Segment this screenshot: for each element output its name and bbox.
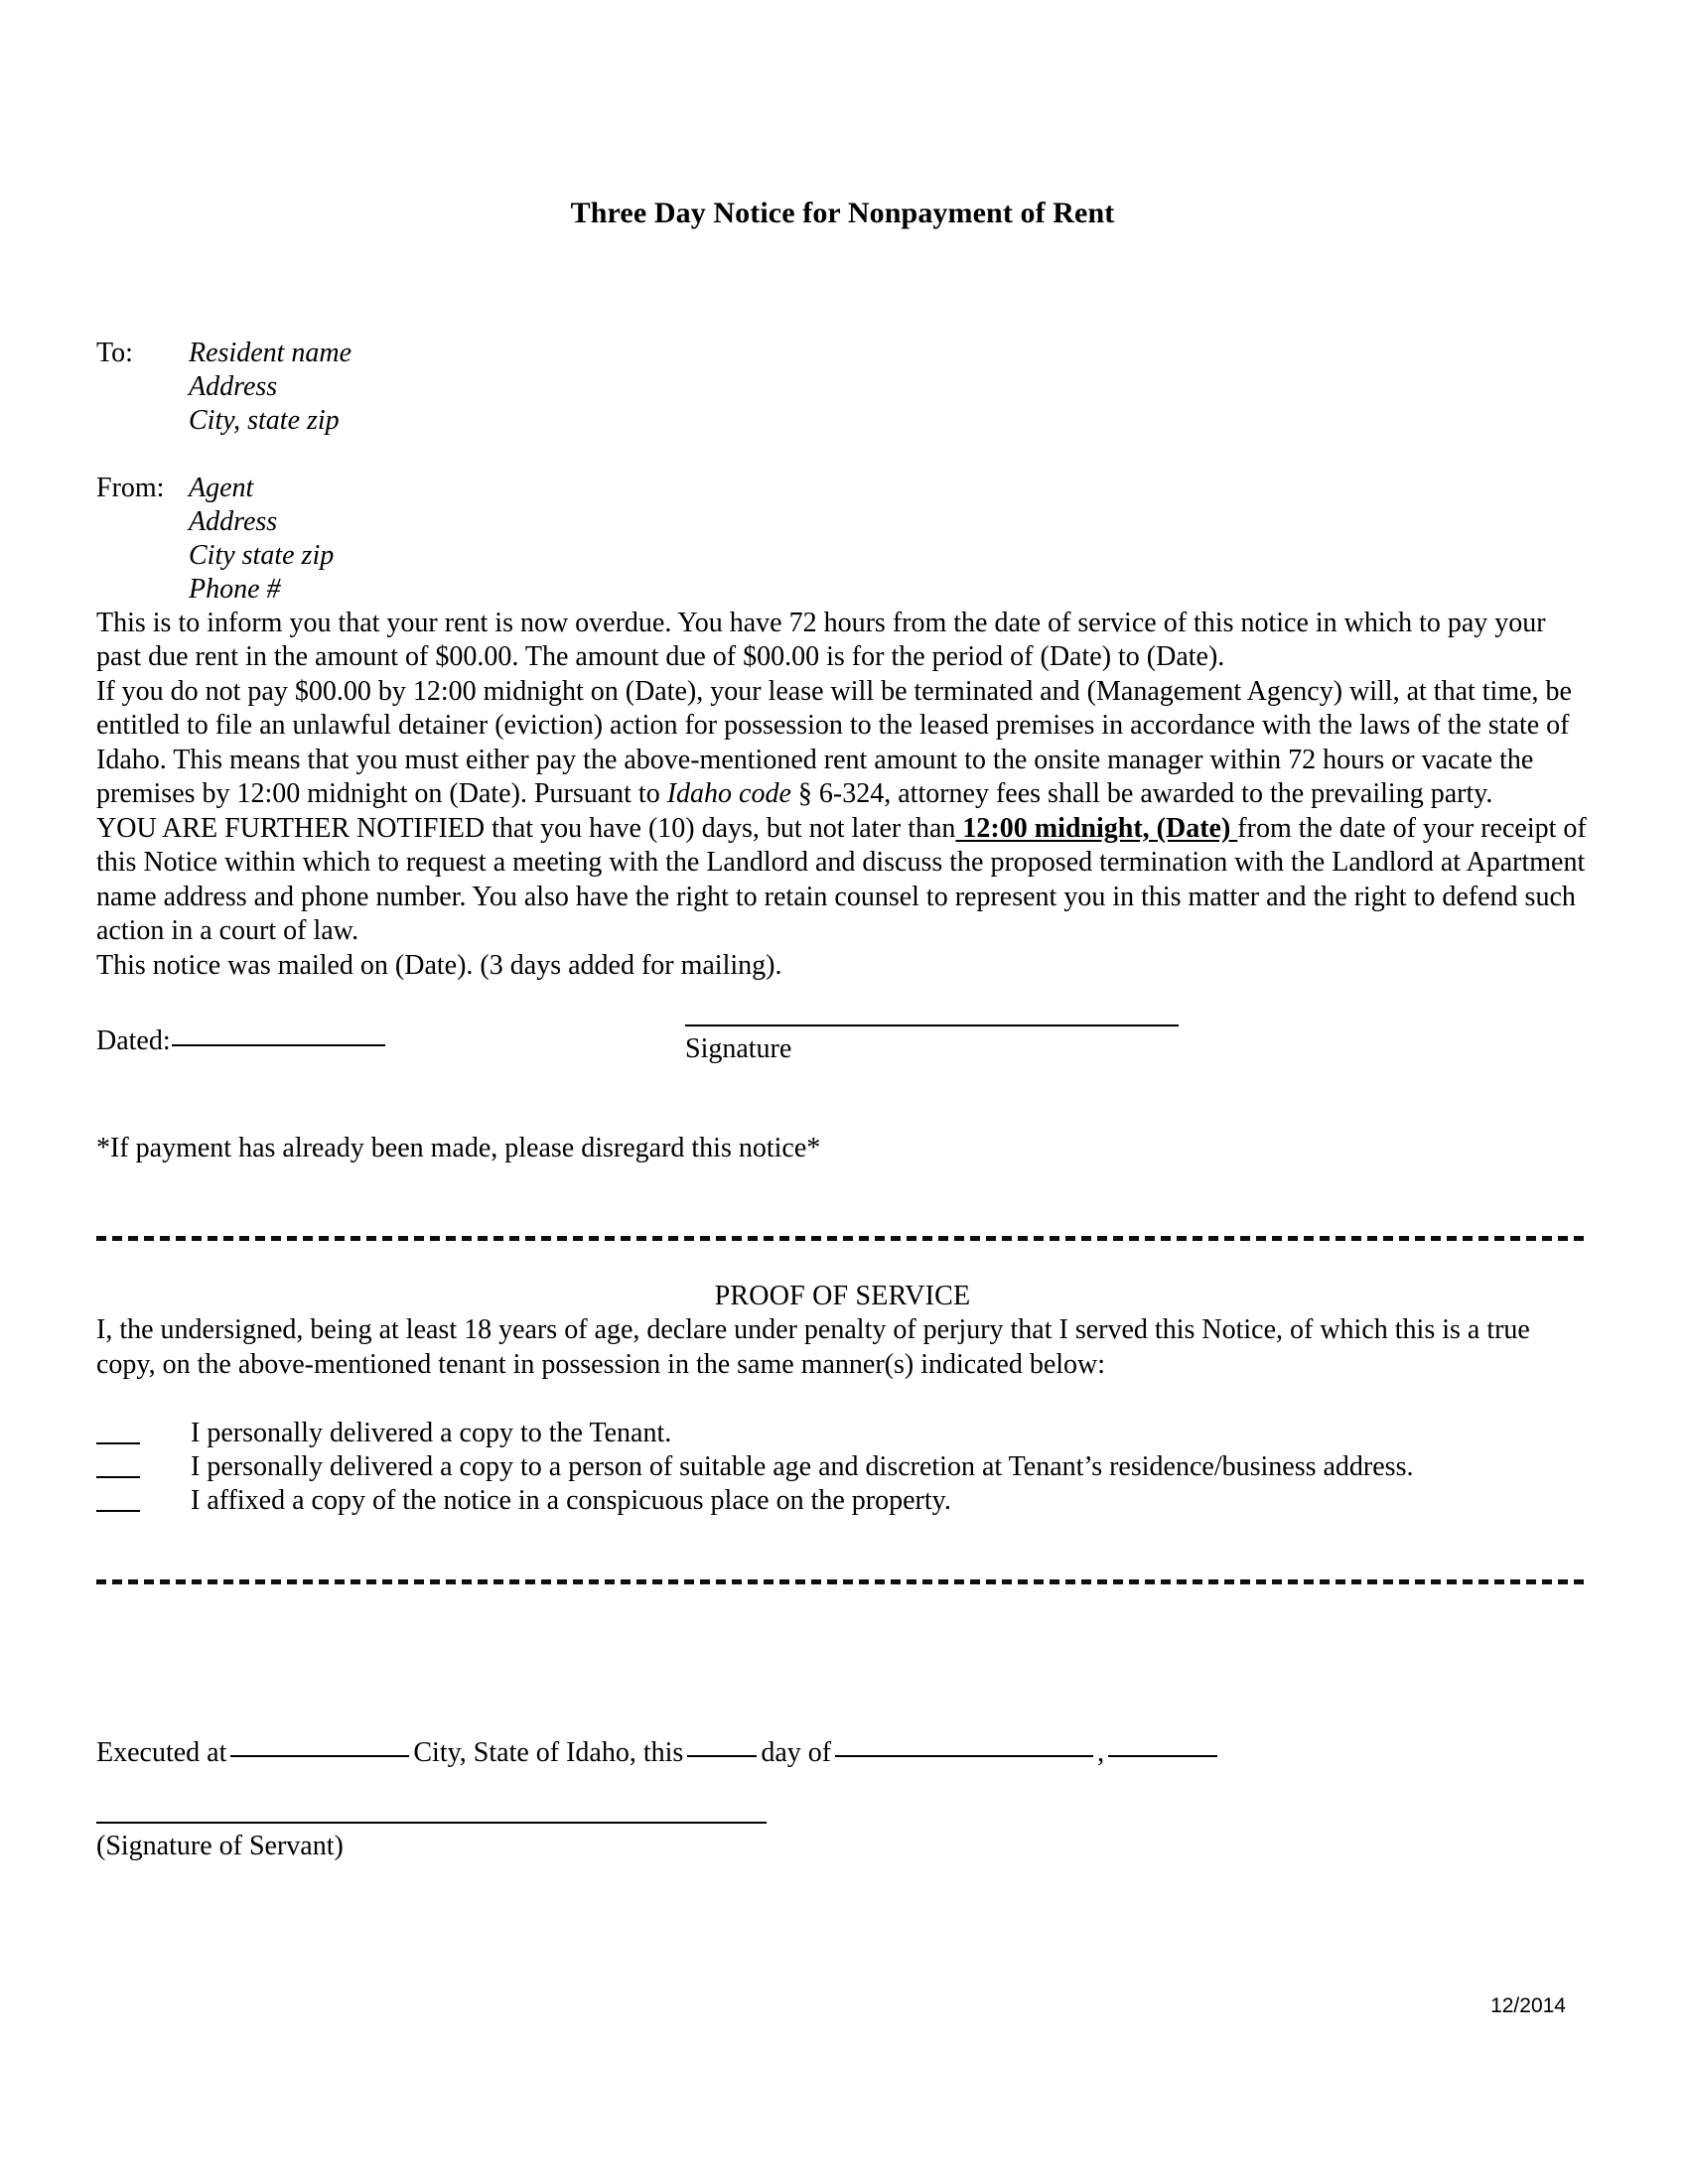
paragraph-further-notified: [96, 812, 1589, 949]
executed-city-blank[interactable]: [230, 1755, 409, 1757]
service-method-label-1: I personally delivered a copy to the Tenant.: [191, 1418, 672, 1448]
from-address-lines: [189, 472, 334, 607]
executed-day-blank[interactable]: [687, 1755, 757, 1757]
paragraph-termination-part-a: If you do not pay $00.00 by 12:00 midnight on (Date), your lease will be terminated and (Management Agency) will, at that time, be entitled to file an unlawful detainer (eviction) action for possession to the leased premises in accordance with the laws of the state of Idaho. This means that you must either pay the above-mentioned rent amount to the onsite manager within 72 hours or vacate the premises by 12:00 midnight on (Date). Pursuant to: [96, 675, 1572, 809]
to-line-resident-name: Resident name: [189, 337, 352, 368]
idaho-code-citation: Idaho code: [666, 778, 791, 809]
paragraph-mailing-note: This notice was mailed on (Date). (3 days added for mailing).: [96, 949, 782, 981]
further-notified-part-b: from the date of your receipt of this Notice within which to request a meeting with the Landlord and discuss the proposed termination with the Landlord at Apartment name address and phone number. You also have the right to retain counsel to represent you in this matter and the right to defend such action in a court of law.: [96, 812, 1587, 946]
cut-line-separator-bottom: [96, 1577, 1586, 1584]
footer-revision-date: 12/2014: [1490, 1994, 1566, 2017]
dated-blank-rule[interactable]: [172, 1044, 385, 1046]
deadline-emphasis: 12:00 midnight, (Date): [955, 812, 1238, 844]
cut-line-separator-top: [96, 1234, 1586, 1241]
signature-blank-rule[interactable]: [685, 1024, 1179, 1026]
signature-field[interactable]: [685, 1024, 1182, 1066]
to-address-lines: [189, 337, 352, 438]
executed-comma: ,: [1097, 1737, 1105, 1768]
from-label: From:: [96, 472, 165, 503]
executed-month-blank[interactable]: [835, 1755, 1093, 1757]
to-line-address: Address: [189, 370, 278, 402]
signature-label: Signature: [685, 1033, 792, 1064]
paragraph-termination-terms: [96, 675, 1589, 812]
further-notified-part-a: YOU ARE FURTHER NOTIFIED that you have (10) days, but not later than: [96, 812, 956, 844]
list-item[interactable]: [96, 1450, 1589, 1484]
document-content: [96, 0, 1589, 1863]
executed-at-prefix: Executed at: [96, 1737, 227, 1768]
disregard-note: *If payment has already been made, please disregard this notice*: [96, 1133, 821, 1163]
paragraph-termination-part-b: § 6-324, attorney fees shall be awarded to the prevailing party.: [790, 778, 1493, 809]
service-method-label-2: I personally delivered a copy to a person of suitable age and discretion at Tenant’s residence/business address.: [191, 1451, 1414, 1482]
paragraph-overdue-notice: This is to inform you that your rent is now overdue. You have 72 hours from the date of service of this notice in which to pay your past due rent in the amount of $00.00. The amount due of $00.00 is for the period of (Date) to (Date).: [96, 607, 1546, 672]
from-line-address: Address: [189, 505, 278, 537]
executed-state-text: City, State of Idaho, this: [413, 1737, 684, 1768]
servant-signature-blank-rule[interactable]: [96, 1822, 767, 1824]
list-item[interactable]: [96, 1484, 1589, 1518]
from-line-agent: Agent: [189, 472, 254, 503]
signature-row: [96, 1024, 1589, 1100]
to-line-city-state-zip: City, state zip: [189, 404, 340, 436]
servant-signature-label: (Signature of Servant): [96, 1831, 344, 1861]
to-block: [96, 337, 1589, 438]
proof-of-service-intro: I, the undersigned, being at least 18 years of age, declare under penalty of perjury that I served this Notice, of which this is a true copy, on the above-mentioned tenant in possession in the same manner(s) indicated below:: [96, 1314, 1530, 1380]
to-label: To:: [96, 337, 133, 368]
executed-year-blank[interactable]: [1108, 1755, 1217, 1757]
page-title: Three Day Notice for Nonpayment of Rent: [570, 197, 1115, 229]
proof-of-service-heading: PROOF OF SERVICE: [714, 1281, 971, 1311]
list-item[interactable]: [96, 1417, 1589, 1450]
dated-label: Dated:: [96, 1025, 171, 1056]
dated-field[interactable]: [96, 1024, 385, 1058]
service-method-checklist: [96, 1417, 1589, 1518]
service-method-label-3: I affixed a copy of the notice in a conspicuous place on the property.: [191, 1485, 951, 1516]
from-block: [96, 472, 1589, 607]
executed-at-line: [96, 1736, 1589, 1770]
from-line-phone: Phone #: [189, 573, 281, 605]
executed-day-of-text: day of: [761, 1737, 832, 1768]
from-line-city-state-zip: City state zip: [189, 539, 335, 571]
